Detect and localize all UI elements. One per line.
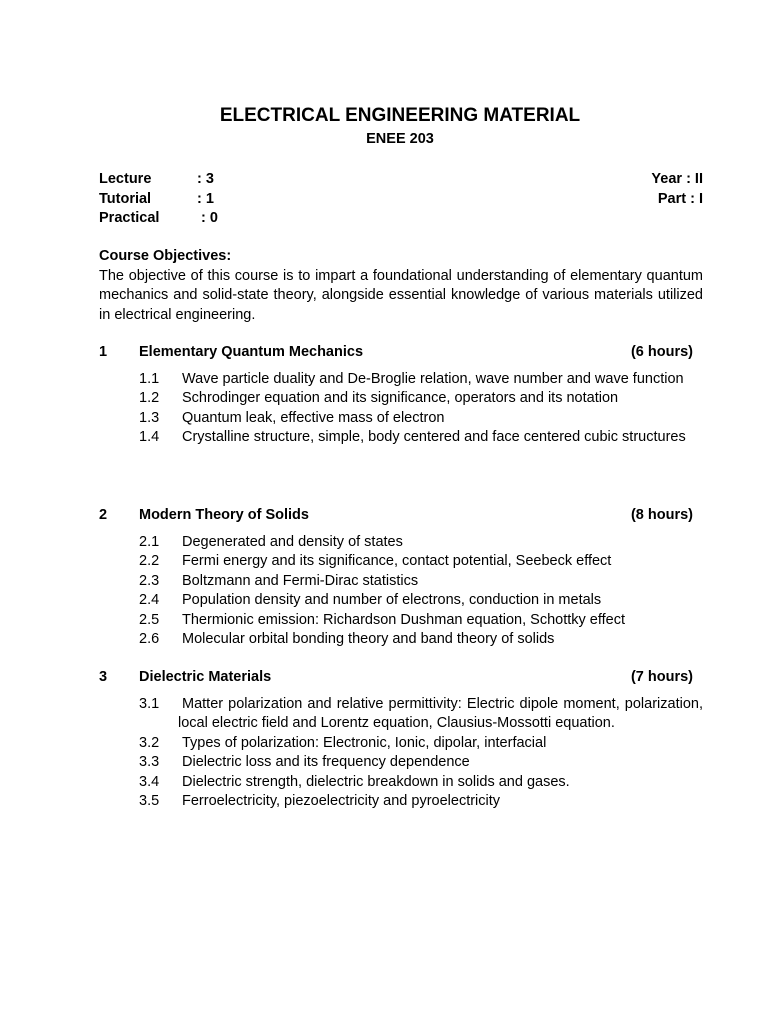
section-heading <box>99 343 703 363</box>
section-heading <box>99 506 703 526</box>
item-text: Degenerated and density of states <box>182 533 403 550</box>
item-text: Molecular orbital bonding theory and band theory of solids <box>182 631 555 647</box>
meta-value: : 3 <box>197 171 214 187</box>
meta-key: Lecture <box>99 171 152 187</box>
list-item <box>99 611 703 631</box>
item-text: Quantum leak, effective mass of electron <box>182 409 445 426</box>
item-text: Thermionic emission: Richardson Dushman equation, Schottky effect <box>182 611 626 628</box>
item-text: Fermi energy and its significance, contact potential, Seebeck effect <box>182 553 612 569</box>
item-text: Schrodinger equation and its significance, operators and its notation <box>182 390 619 406</box>
section-title: Dielectric Materials <box>139 669 272 685</box>
item-number: 2.1 <box>139 533 160 550</box>
course-objectives <box>99 247 703 325</box>
year-label: Year : II <box>651 171 703 187</box>
section-3 <box>99 668 703 812</box>
item-number: 1.1 <box>139 370 160 387</box>
list-item <box>99 695 703 734</box>
section-number: 1 <box>99 344 108 360</box>
list-item <box>99 409 703 429</box>
meta-value: : 1 <box>197 190 214 207</box>
item-number: 1.4 <box>139 429 160 445</box>
section-number: 2 <box>99 507 108 523</box>
item-number: 3.3 <box>139 754 160 770</box>
meta-row-practical <box>99 209 218 229</box>
list-item <box>99 552 703 572</box>
item-number: 2.2 <box>139 553 160 569</box>
list-item <box>99 792 703 812</box>
item-number: 1.3 <box>139 409 160 426</box>
meta-row-tutorial <box>99 190 218 210</box>
item-number: 2.5 <box>139 611 160 628</box>
course-code: ENEE 203 <box>366 131 434 147</box>
section-heading <box>99 668 703 688</box>
item-text: Wave particle duality and De-Broglie relation, wave number and wave function <box>182 370 684 387</box>
list-item <box>99 734 703 754</box>
meta-key: Tutorial <box>99 190 152 207</box>
section-hours: (8 hours) <box>630 507 693 523</box>
meta-key: Practical <box>99 210 160 226</box>
meta-value: : 0 <box>197 210 218 226</box>
section-hours: (7 hours) <box>630 669 693 685</box>
list-item <box>99 753 703 773</box>
section-1 <box>99 343 703 448</box>
list-item <box>99 428 703 448</box>
item-text: Crystalline structure, simple, body centered and face centered cubic structures <box>182 429 686 445</box>
section-2 <box>99 506 703 650</box>
item-text: Types of polarization: Electronic, Ionic, dipolar, interfacial <box>182 734 547 751</box>
list-item <box>99 630 703 650</box>
objectives-heading: Course Objectives: <box>99 248 232 264</box>
list-item <box>99 572 703 592</box>
year-part-block <box>651 170 703 209</box>
item-number: 3.2 <box>139 734 160 751</box>
section-title: Elementary Quantum Mechanics <box>139 344 364 360</box>
item-text: Matter polarization and relative permittivity: Electric dipole moment, polarization, local electric field and Lorentz equation, Clausius-Mossotti equation. <box>178 695 703 731</box>
item-number: 2.6 <box>139 631 160 647</box>
item-number: 2.3 <box>139 572 160 589</box>
section-number: 3 <box>99 669 108 685</box>
item-number: 3.1 <box>139 695 160 712</box>
item-text: Dielectric loss and its frequency dependence <box>182 754 470 770</box>
document-title: ELECTRICAL ENGINEERING MATERIAL <box>219 105 581 126</box>
list-item <box>99 389 703 409</box>
item-number: 3.4 <box>139 773 160 790</box>
item-text: Population density and number of electrons, conduction in metals <box>182 592 602 608</box>
course-hours-block <box>99 170 218 229</box>
item-number: 1.2 <box>139 390 160 406</box>
list-item <box>99 773 703 793</box>
item-number: 2.4 <box>139 592 160 608</box>
list-item <box>99 591 703 611</box>
meta-row-lecture <box>99 170 218 190</box>
item-text: Ferroelectricity, piezoelectricity and pyroelectricity <box>182 793 501 809</box>
objectives-body: The objective of this course is to impart a foundational understanding of elementary quantum mechanics and solid-state theory, alongside essential knowledge of various materials utilized in electrical engineering. <box>99 267 703 323</box>
list-item <box>99 533 703 553</box>
section-title: Modern Theory of Solids <box>139 507 309 523</box>
section-hours: (6 hours) <box>630 344 693 360</box>
item-number: 3.5 <box>139 793 160 809</box>
list-item <box>99 370 703 390</box>
part-label: Part : I <box>657 190 703 207</box>
item-text: Dielectric strength, dielectric breakdown in solids and gases. <box>182 773 570 790</box>
item-text: Boltzmann and Fermi-Dirac statistics <box>182 572 419 589</box>
